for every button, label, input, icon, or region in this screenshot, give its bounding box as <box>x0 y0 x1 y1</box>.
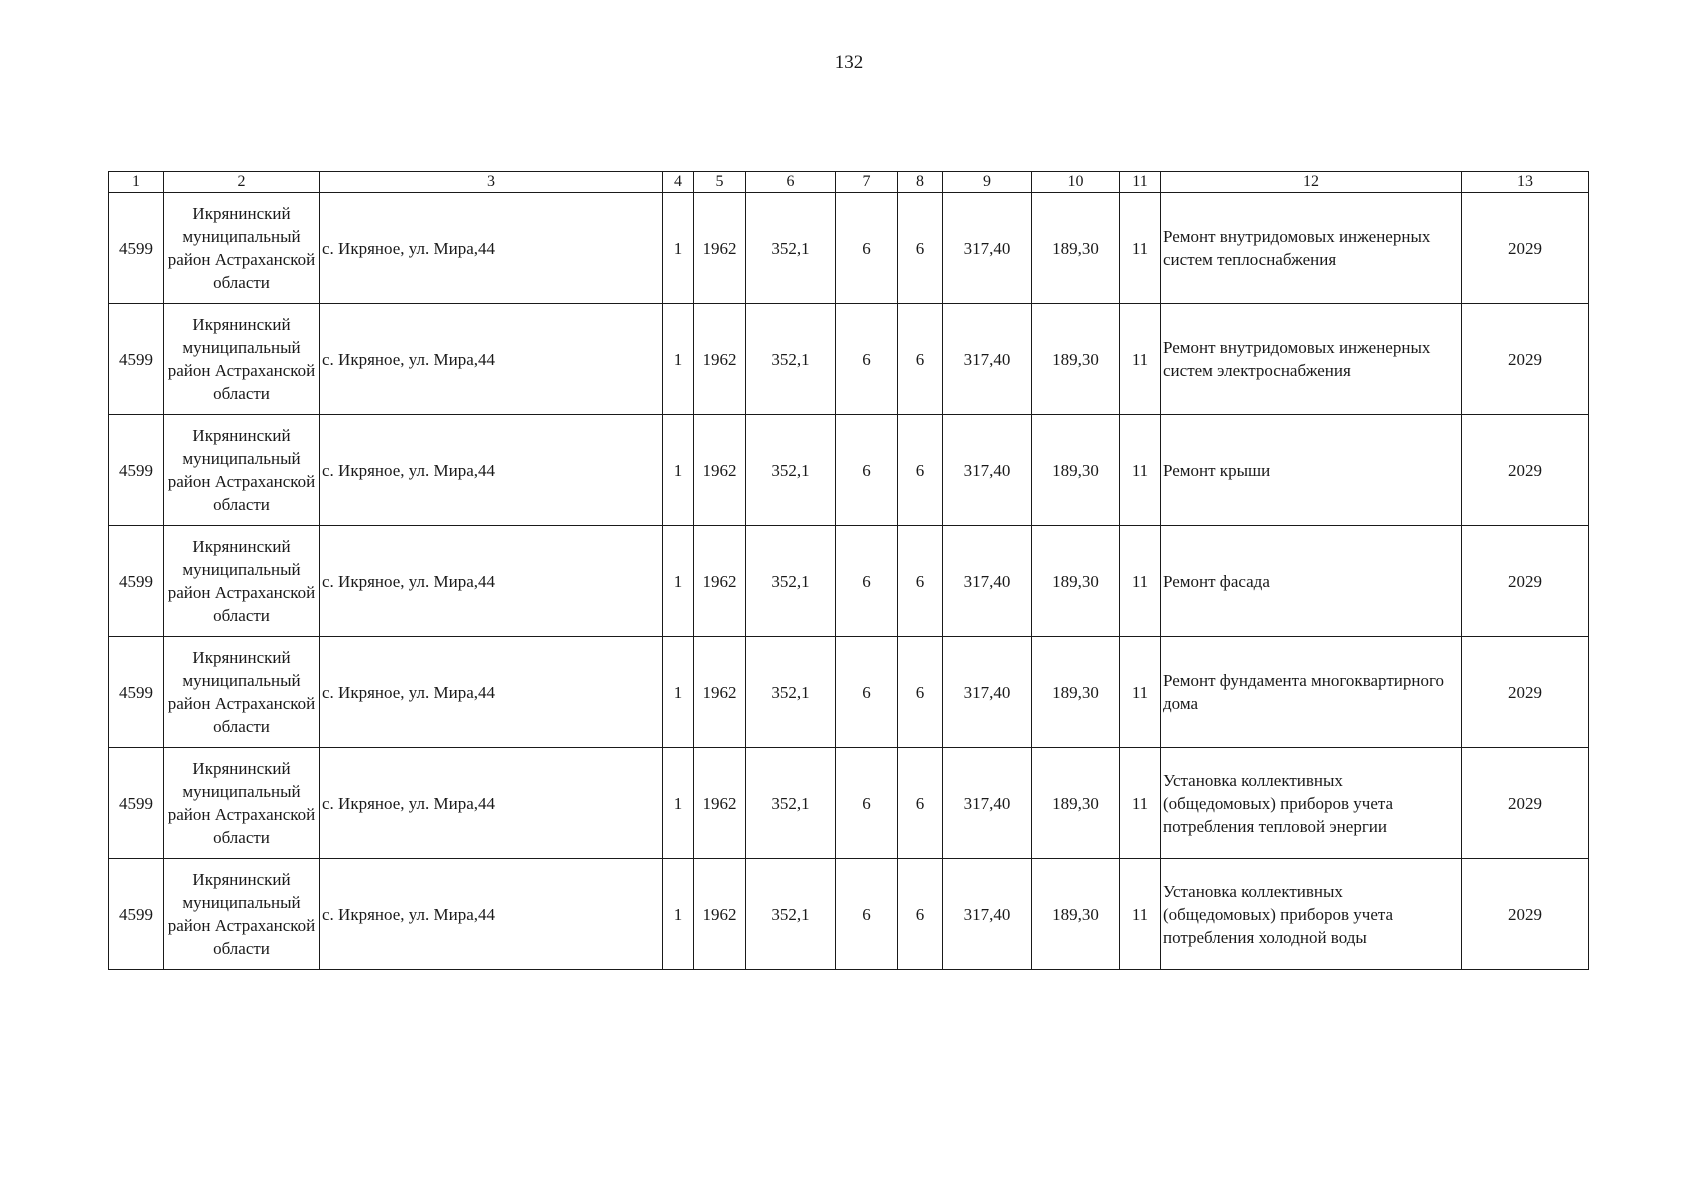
page-number: 132 <box>834 52 864 73</box>
column-number: 1 <box>109 172 164 193</box>
column-number: 10 <box>1032 172 1120 193</box>
column-number: 3 <box>320 172 663 193</box>
district-cell: Икрянинский муниципальный район Астраханской области <box>164 304 320 415</box>
col11-cell: 11 <box>1120 415 1161 526</box>
col10-cell: 189,30 <box>1032 304 1120 415</box>
house-id-cell: 4599 <box>109 859 164 970</box>
col7-cell: 6 <box>836 193 898 304</box>
col11-cell: 11 <box>1120 526 1161 637</box>
plan-year-cell: 2029 <box>1462 415 1589 526</box>
col4-cell: 1 <box>663 637 694 748</box>
address-cell: с. Икряное, ул. Мира,44 <box>320 637 663 748</box>
plan-year-cell: 2029 <box>1462 859 1589 970</box>
col4-cell: 1 <box>663 415 694 526</box>
col9-cell: 317,40 <box>943 304 1032 415</box>
house-id-cell: 4599 <box>109 415 164 526</box>
column-number: 13 <box>1462 172 1589 193</box>
district-cell: Икрянинский муниципальный район Астраханской области <box>164 193 320 304</box>
col4-cell: 1 <box>663 193 694 304</box>
col7-cell: 6 <box>836 415 898 526</box>
col11-cell: 11 <box>1120 859 1161 970</box>
col9-cell: 317,40 <box>943 748 1032 859</box>
work-type-cell: Ремонт фасада <box>1161 526 1462 637</box>
district-cell: Икрянинский муниципальный район Астраханской области <box>164 748 320 859</box>
area-cell: 352,1 <box>746 304 836 415</box>
col8-cell: 6 <box>898 748 943 859</box>
column-number: 6 <box>746 172 836 193</box>
col4-cell: 1 <box>663 304 694 415</box>
table-row <box>109 859 1589 970</box>
col8-cell: 6 <box>898 304 943 415</box>
plan-year-cell: 2029 <box>1462 304 1589 415</box>
col8-cell: 6 <box>898 526 943 637</box>
table-row <box>109 304 1589 415</box>
build-year-cell: 1962 <box>694 304 746 415</box>
area-cell: 352,1 <box>746 415 836 526</box>
area-cell: 352,1 <box>746 526 836 637</box>
registry-table <box>108 171 1589 970</box>
column-number: 8 <box>898 172 943 193</box>
table-row <box>109 748 1589 859</box>
col9-cell: 317,40 <box>943 415 1032 526</box>
col9-cell: 317,40 <box>943 637 1032 748</box>
col9-cell: 317,40 <box>943 193 1032 304</box>
col11-cell: 11 <box>1120 304 1161 415</box>
address-cell: с. Икряное, ул. Мира,44 <box>320 193 663 304</box>
area-cell: 352,1 <box>746 193 836 304</box>
col7-cell: 6 <box>836 859 898 970</box>
district-cell: Икрянинский муниципальный район Астраханской области <box>164 637 320 748</box>
column-number: 11 <box>1120 172 1161 193</box>
district-cell: Икрянинский муниципальный район Астраханской области <box>164 526 320 637</box>
plan-year-cell: 2029 <box>1462 526 1589 637</box>
column-number: 2 <box>164 172 320 193</box>
work-type-cell: Установка коллективных (общедомовых) приборов учета потребления холодной воды <box>1161 859 1462 970</box>
build-year-cell: 1962 <box>694 748 746 859</box>
col10-cell: 189,30 <box>1032 415 1120 526</box>
col11-cell: 11 <box>1120 637 1161 748</box>
col10-cell: 189,30 <box>1032 748 1120 859</box>
col4-cell: 1 <box>663 859 694 970</box>
area-cell: 352,1 <box>746 748 836 859</box>
work-type-cell: Ремонт внутридомовых инженерных систем теплоснабжения <box>1161 193 1462 304</box>
address-cell: с. Икряное, ул. Мира,44 <box>320 304 663 415</box>
address-cell: с. Икряное, ул. Мира,44 <box>320 526 663 637</box>
table-row <box>109 637 1589 748</box>
col9-cell: 317,40 <box>943 859 1032 970</box>
area-cell: 352,1 <box>746 637 836 748</box>
area-cell: 352,1 <box>746 859 836 970</box>
work-type-cell: Установка коллективных (общедомовых) приборов учета потребления тепловой энергии <box>1161 748 1462 859</box>
column-number: 4 <box>663 172 694 193</box>
col4-cell: 1 <box>663 748 694 859</box>
house-id-cell: 4599 <box>109 637 164 748</box>
col11-cell: 11 <box>1120 748 1161 859</box>
build-year-cell: 1962 <box>694 415 746 526</box>
column-number-row <box>109 172 1589 193</box>
col8-cell: 6 <box>898 193 943 304</box>
col10-cell: 189,30 <box>1032 637 1120 748</box>
col7-cell: 6 <box>836 304 898 415</box>
table-row <box>109 526 1589 637</box>
col10-cell: 189,30 <box>1032 193 1120 304</box>
col7-cell: 6 <box>836 526 898 637</box>
plan-year-cell: 2029 <box>1462 748 1589 859</box>
plan-year-cell: 2029 <box>1462 193 1589 304</box>
column-number: 9 <box>943 172 1032 193</box>
work-type-cell: Ремонт внутридомовых инженерных систем электроснабжения <box>1161 304 1462 415</box>
work-type-cell: Ремонт крыши <box>1161 415 1462 526</box>
build-year-cell: 1962 <box>694 526 746 637</box>
col11-cell: 11 <box>1120 193 1161 304</box>
address-cell: с. Икряное, ул. Мира,44 <box>320 415 663 526</box>
col8-cell: 6 <box>898 859 943 970</box>
house-id-cell: 4599 <box>109 193 164 304</box>
house-id-cell: 4599 <box>109 526 164 637</box>
build-year-cell: 1962 <box>694 637 746 748</box>
column-number: 5 <box>694 172 746 193</box>
col9-cell: 317,40 <box>943 526 1032 637</box>
house-id-cell: 4599 <box>109 304 164 415</box>
work-type-cell: Ремонт фундамента многоквартирного дома <box>1161 637 1462 748</box>
table-row <box>109 193 1589 304</box>
col8-cell: 6 <box>898 637 943 748</box>
district-cell: Икрянинский муниципальный район Астраханской области <box>164 415 320 526</box>
col10-cell: 189,30 <box>1032 526 1120 637</box>
address-cell: с. Икряное, ул. Мира,44 <box>320 859 663 970</box>
build-year-cell: 1962 <box>694 193 746 304</box>
col4-cell: 1 <box>663 526 694 637</box>
table-row <box>109 415 1589 526</box>
plan-year-cell: 2029 <box>1462 637 1589 748</box>
house-id-cell: 4599 <box>109 748 164 859</box>
column-number: 12 <box>1161 172 1462 193</box>
col7-cell: 6 <box>836 748 898 859</box>
col7-cell: 6 <box>836 637 898 748</box>
district-cell: Икрянинский муниципальный район Астраханской области <box>164 859 320 970</box>
build-year-cell: 1962 <box>694 859 746 970</box>
col10-cell: 189,30 <box>1032 859 1120 970</box>
address-cell: с. Икряное, ул. Мира,44 <box>320 748 663 859</box>
col8-cell: 6 <box>898 415 943 526</box>
column-number: 7 <box>836 172 898 193</box>
